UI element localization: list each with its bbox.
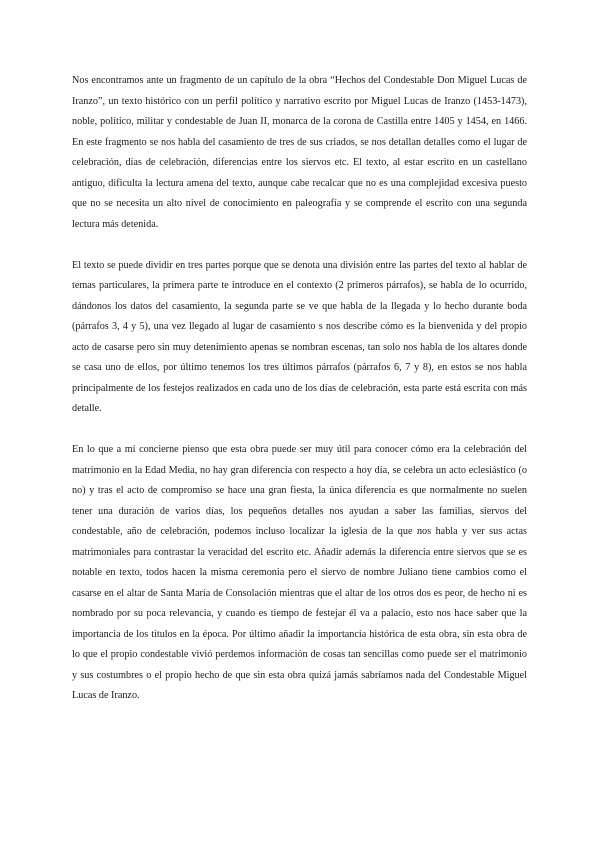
paragraph-opinion: En lo que a mí concierne pienso que esta obra puede ser muy útil para conocer cómo era la celebración del matrimonio en la Edad Media, no hay gran diferencia con respecto a hoy día, se celebra un acto eclesiástico (o no) y tras el acto de compromiso se hace una gran fiesta, la única diferencia es que normalmente no suelen tener una duración de varios días, los pequeños detalles nos ayudan a saber las familias, siervos del condestable, año de celebración, podemos incluso localizar la iglesia de la que nos habla y ver sus actas matrimoniales para contrastar la veracidad del escrito etc. Añadir además la diferencia entre siervos que se es notable en texto, todos hacen la misma ceremonia pero el siervo de nombre Juliano tiene cambios como el casarse en el altar de Santa María de Consolación mientras que el altar de los otros dos es peor, de hecho ni es nombrado por su poca relevancia, y cuando es tiempo de festejar él va a palacio, esto nos hace saber que la importancia de los títulos en la época. Por último añadir la importancia histórica de esta obra, sin esta obra de lo que el propio condestable vivió perdemos información de cosas tan sencillas como puede ser el matrimonio y sus costumbres o el propio hecho de que sin esta obra quizá jamás sabríamos nada del Condestable Miguel Lucas de Iranzo. bbox=[72, 444, 527, 701]
text-body bbox=[72, 71, 527, 727]
paragraph-introduction: Nos encontramos ante un fragmento de un capítulo de la obra “Hechos del Condestable Don Miguel Lucas de Iranzo”, un texto histórico con un perfil político y narrativo escrito por Miguel Lucas de Iranzo (1453-1473), noble, político, militar y condestable de Juan II, monarca de la corona de Castilla entre 1405 y 1454, en 1466. En este fragmento se nos habla del casamiento de tres de sus criados, se nos detallan detalles como el lugar de celebración, días de celebración, diferencias entre los siervos etc. El texto, al estar escrito en un castellano antiguo, dificulta la lectura amena del texto, aunque cabe recalcar que no es una complejidad excesiva puesto que no se necesita un alto nivel de conocimiento en paleografía y se comprende el escrito con una segunda lectura más detenida. bbox=[72, 75, 527, 230]
paragraph-structure: El texto se puede dividir en tres partes porque que se denota una división entre las partes del texto al hablar de temas particulares, la primera parte te introduce en el contexto (2 primeros párrafos), se habla de lo ocurrido, dándonos los datos del casamiento, la segunda parte se ve que habla de la llegada y lo hecho durante boda (párrafos 3, 4 y 5), una vez llegado al lugar de casamiento s nos describe cómo es la bienvenida y del propio acto de casarse pero sin muy detenimiento apenas se nombran escenas, tan solo nos habla de los altares donde se casa uno de ellos, por último tenemos los tres últimos párrafos (párrafos 6, 7 y 8), en estos se nos habla principalmente de los festejos realizados en cada uno de los días de celebración, esta parte está escrita con más detalle. bbox=[72, 259, 527, 414]
